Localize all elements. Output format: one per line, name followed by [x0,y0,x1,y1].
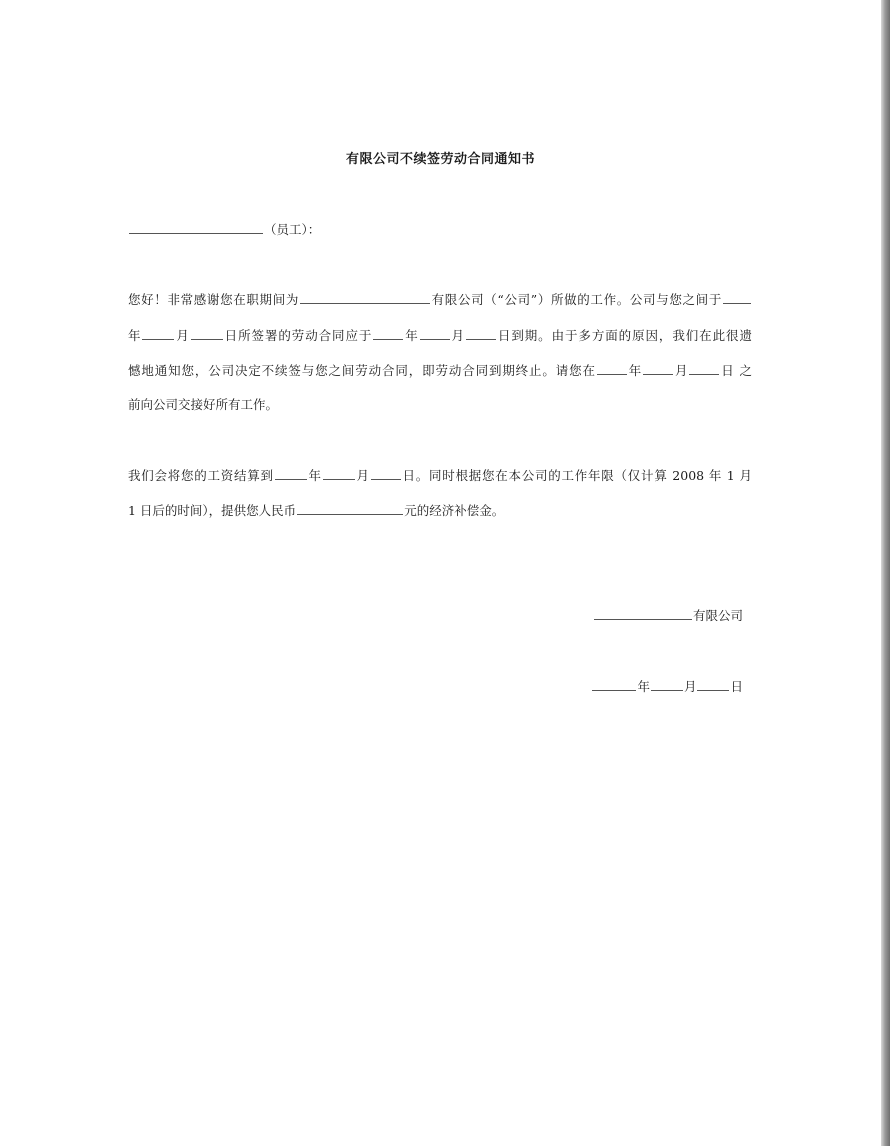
handover-year-blank [597,360,627,375]
para1-line2: 年 月 日所签署的劳动合同应于 年 月 日到期。由于多方面的原因，我们在此很遗 [128,325,752,345]
signature-day-blank [697,676,729,691]
salutation-line [128,219,752,239]
salutation-suffix: （员工）： [264,222,321,237]
expire-month-blank [420,325,450,340]
page-edge-shadow [881,0,890,1146]
expire-day-blank [466,325,496,340]
salary-year-blank [275,465,307,480]
handover-day-blank [689,360,719,375]
company-name-blank [300,289,430,304]
salary-day-blank [371,465,401,480]
signature-month-blank [651,676,683,691]
compensation-amount-blank [297,500,403,515]
page-title: 有限公司不续签劳动合同通知书 [345,152,535,167]
signature-company-blank [594,605,692,620]
sign-day-blank [191,325,223,340]
expire-year-blank [373,325,403,340]
para1-line1: 您好！非常感谢您在职期间为 有限公司（“公司”）所做的工作。公司与您之间于 [128,289,752,309]
signature-year-blank [592,676,636,691]
signature-company-line: 有限公司 [593,605,743,625]
salary-month-blank [323,465,355,480]
para2-line1: 我们会将您的工资结算到 年 月 日。同时根据您在本公司的工作年限（仅计算 2008 年 1 月 [128,465,752,485]
para2-line2: 1 日后的时间），提供您人民币 元的经济补偿金。 [128,500,752,520]
para1-line3: 憾地通知您，公司决定不续签与您之间劳动合同，即劳动合同到期终止。请您在 年 月 日 之 [128,360,752,380]
para1-line4: 前向公司交接好所有工作。 [128,397,279,412]
sign-month-blank [142,325,174,340]
handover-month-blank [643,360,673,375]
signature-date-line: 年 月 日 [591,676,743,696]
sign-year-blank [723,289,751,304]
employee-name-blank [129,219,263,234]
